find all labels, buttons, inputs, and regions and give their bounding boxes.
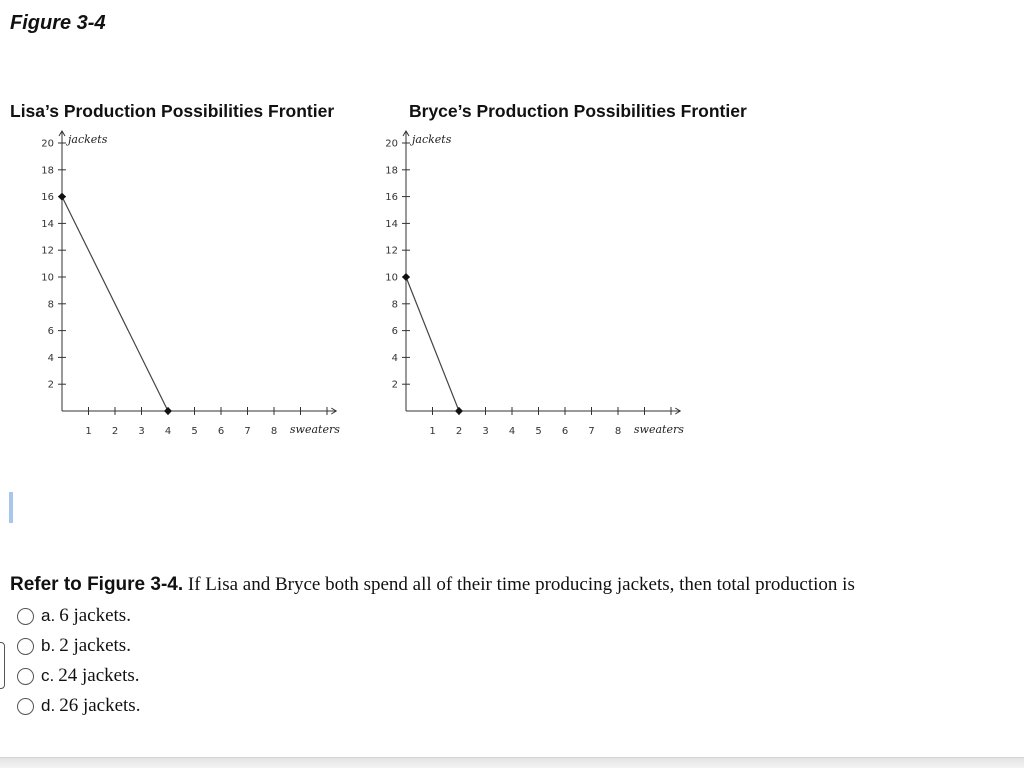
y-tick-label: 20: [41, 138, 54, 150]
page-bottom-divider: [0, 757, 1024, 768]
focus-indicator: [0, 642, 5, 689]
chart-title-bryce: Bryce’s Production Possibilities Frontier: [409, 101, 747, 121]
option-letter: c.: [41, 666, 55, 685]
lisa-ppf-chart: [20, 124, 360, 444]
question-text: [10, 574, 855, 596]
option-text: 6 jackets.: [59, 605, 131, 626]
x-tick-label: 3: [138, 426, 145, 437]
option-letter: a.: [41, 606, 56, 625]
y-tick-label: 12: [385, 245, 398, 257]
option-b[interactable]: [17, 631, 140, 661]
answer-options: [17, 601, 140, 721]
y-tick-label: 8: [47, 299, 54, 311]
figure-title: Figure 3-4: [10, 12, 106, 34]
bryce-ppf-chart: [364, 124, 704, 444]
radio-icon[interactable]: [17, 668, 34, 685]
ppf-line: [406, 277, 459, 411]
y-tick-label: 18: [385, 165, 398, 177]
x-tick-label: 8: [270, 426, 278, 437]
x-tick-label: 4: [508, 426, 516, 437]
y-tick-label: 8: [391, 299, 398, 311]
y-tick-label: 20: [385, 138, 398, 150]
option-c[interactable]: [17, 661, 140, 691]
ppf-line: [62, 197, 168, 411]
x-axis-label: sweaters: [633, 423, 684, 436]
option-a[interactable]: [17, 601, 140, 631]
y-tick-label: 10: [385, 272, 398, 284]
x-tick-label: 2: [111, 426, 119, 437]
x-tick-label: 5: [535, 426, 542, 437]
data-point: [58, 193, 66, 201]
y-tick-label: 4: [47, 352, 54, 364]
x-tick-label: 2: [455, 426, 463, 437]
y-tick-label: 18: [41, 165, 54, 177]
x-tick-label: 6: [561, 426, 569, 437]
y-tick-label: 14: [385, 218, 398, 230]
y-tick-label: 16: [41, 192, 54, 204]
question-body: If Lisa and Bryce both spend all of their time producing jackets, then total production is: [183, 574, 855, 595]
option-text: 26 jackets.: [59, 695, 141, 716]
y-tick-label: 4: [391, 352, 398, 364]
radio-icon[interactable]: [17, 608, 34, 625]
y-tick-label: 12: [41, 245, 54, 257]
y-tick-label: 6: [391, 326, 398, 338]
x-tick-label: 7: [244, 426, 251, 437]
x-tick-label: 7: [588, 426, 595, 437]
radio-icon[interactable]: [17, 638, 34, 655]
y-axis-label: jackets: [68, 133, 108, 146]
x-tick-label: 1: [429, 426, 436, 437]
y-tick-label: 14: [41, 218, 54, 230]
y-tick-label: 2: [391, 379, 398, 391]
option-letter: b.: [41, 636, 56, 655]
data-point: [164, 407, 172, 415]
x-tick-label: 5: [191, 426, 198, 437]
data-point: [402, 273, 410, 281]
x-axis-label: sweaters: [289, 423, 340, 436]
text-cursor-marker: [9, 492, 13, 523]
x-tick-label: 6: [217, 426, 225, 437]
data-point: [455, 407, 463, 415]
question-ref: Refer to Figure 3-4.: [10, 574, 184, 595]
x-tick-label: 8: [614, 426, 622, 437]
radio-icon[interactable]: [17, 698, 34, 715]
option-text: 24 jackets.: [58, 665, 140, 686]
y-axis-label: jackets: [412, 133, 452, 146]
x-tick-label: 1: [85, 426, 92, 437]
x-tick-label: 4: [164, 426, 172, 437]
chart-title-lisa: Lisa’s Production Possibilities Frontier: [10, 101, 335, 121]
y-tick-label: 10: [41, 272, 54, 284]
option-letter: d.: [41, 696, 56, 715]
y-tick-label: 6: [47, 326, 54, 338]
y-tick-label: 16: [385, 192, 398, 204]
y-tick-label: 2: [47, 379, 54, 391]
x-tick-label: 3: [482, 426, 489, 437]
option-d[interactable]: [17, 691, 140, 721]
option-text: 2 jackets.: [59, 635, 131, 656]
